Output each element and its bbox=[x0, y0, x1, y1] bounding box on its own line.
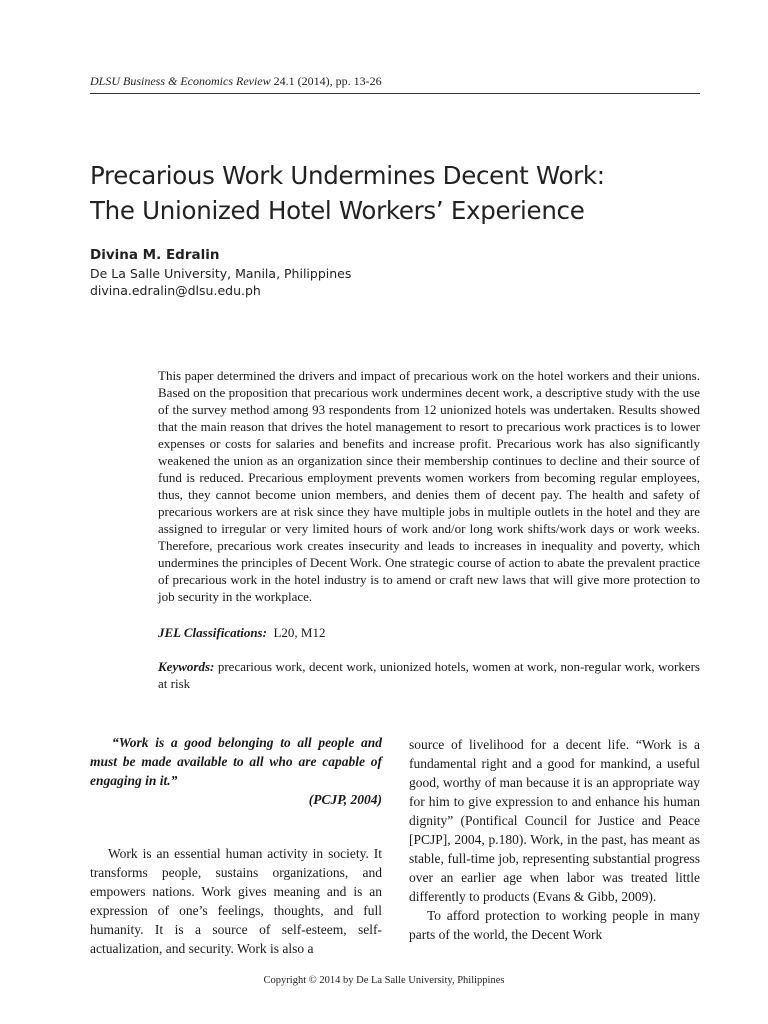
copyright-footer: Copyright © 2014 by De La Salle University, Philippines bbox=[263, 975, 505, 986]
keywords-value: precarious work, decent work, unionized hotels, women at work, non-regular work, workers at risk bbox=[158, 659, 700, 691]
jel-label: JEL Classifications: bbox=[158, 625, 267, 640]
quote-text: “Work is a good belonging to all people and must be made available to all who are capable of engaging in it.” bbox=[90, 735, 382, 788]
jel-value: L20, M12 bbox=[273, 625, 326, 640]
header-rule bbox=[90, 93, 700, 94]
body-paragraph: Work is an essential human activity in society. It transforms people, sustains organizations, and empowers nations. Work gives meaning and is an expression of one’s feelings, thoughts, and full humanity. It is a source of self-esteem, self-actualization, and security. Work is also a bbox=[90, 846, 382, 956]
journal-header bbox=[90, 74, 700, 89]
author-block bbox=[90, 245, 351, 299]
body-column-right bbox=[409, 735, 700, 944]
quote-source: (PCJP, 2004) bbox=[308, 792, 382, 807]
jel-classifications bbox=[158, 624, 700, 641]
journal-name: DLSU Business & Economics Review bbox=[90, 74, 271, 88]
author-name: Divina M. Edralin bbox=[90, 247, 220, 263]
journal-issue: 24.1 (2014), pp. 13-26 bbox=[270, 74, 382, 88]
epigraph-quote bbox=[90, 733, 382, 809]
paper-title-line-2: The Unionized Hotel Workers’ Experience bbox=[90, 196, 585, 225]
paper-title bbox=[90, 158, 710, 228]
author-affiliation: De La Salle University, Manila, Philippines bbox=[90, 266, 352, 281]
body-paragraph: To afford protection to working people in many parts of the world, the Decent Work bbox=[409, 908, 700, 942]
author-email[interactable]: divina.edralin@dlsu.edu.ph bbox=[90, 283, 261, 298]
body-paragraph: source of livelihood for a decent life. “Work is a fundamental right and a good for mankind, a useful good, worthy of man because it is an appropriate way for him to give expression to and enhance his human dignity” (Pontifical Council for Justice and Peace [PCJP], 2004, p.180). Work, in the past, has meant as stable, full-time job, representing substantial progress over an earlier age when labor was treated little differently to products (Evans & Gibb, 2009). bbox=[409, 737, 700, 904]
paper-title-line-1: Precarious Work Undermines Decent Work: bbox=[90, 161, 605, 190]
abstract: This paper determined the drivers and impact of precarious work on the hotel workers and their unions. Based on the proposition that precarious work undermines decent work, a descriptive study with the use of the survey method among 93 respondents from 12 unionized hotels was undertaken. Results showed that the main reason that drives the hotel management to resort to precarious work practices is to lower expenses or costs for salaries and benefits and increase profit. Precarious work has also significantly weakened the union as an organization since their membership continues to decline and their source of fund is reduced. Precarious employment prevents women workers from becoming regular employees, thus, they cannot become union members, and denies them of decent pay. The health and safety of precarious workers are at risk since they have multiple jobs in multiple outlets in the hotel and they are assigned to irregular or very limited hours of work and/or long work shifts/work days or work weeks. Therefore, precarious work creates insecurity and leads to increases in inequality and poverty, which undermines the principles of Decent Work. One strategic course of action to abate the prevalent practice of precarious work in the hotel industry is to amend or craft new laws that will give more protection to job security in the workplace. bbox=[158, 368, 700, 604]
body-column-left bbox=[90, 844, 382, 958]
keywords-label: Keywords: bbox=[158, 659, 215, 674]
keywords bbox=[158, 658, 700, 692]
